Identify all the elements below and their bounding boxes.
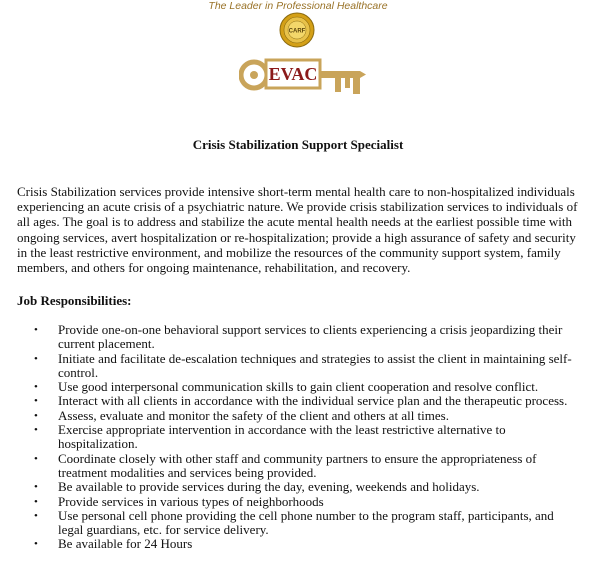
evac-logo-text: EVAC [268,64,318,84]
responsibility-item [17,352,582,381]
bullet-icon: • [34,495,38,508]
responsibility-item [17,323,582,352]
responsibility-text: Provide services in various types of neighborhoods [58,493,324,509]
bullet-icon: • [34,409,38,422]
job-title: Crisis Stabilization Support Specialist [192,137,404,152]
bullet-icon: • [34,538,38,551]
carf-accreditation-seal [279,12,315,48]
responsibility-text: Be available for 24 Hours [58,536,193,552]
responsibility-item [17,509,582,538]
responsibility-item [17,495,582,509]
responsibility-item [17,409,582,423]
seal-text: CARF [288,28,306,35]
responsibility-text: Use good interpersonal communication skills to gain client cooperation and resolve conflict. [58,379,539,395]
intro-paragraph: Crisis Stabilization services provide intensive short-term mental health care to non-hospitalized individuals experiencing an acute crisis of a psychiatric nature. We provide crisis stabilization services to individuals of all ages. The goal is to address and stabilize the acute mental health needs at the earliest possible time with ongoing services, avert hospitalization or re-hospitalization; provide a high assurance of safety and security in the least restrictive environment, and mobilize the resources of the community support system, family members, and others for ongoing maintenance, rehabilitation, and recovery. [17,184,578,276]
responsibility-text: Interact with all clients in accordance with the individual service plan and the therapeutic process. [58,393,568,409]
responsibilities-heading: Job Responsibilities: [17,293,132,308]
bullet-icon: • [34,452,38,465]
bullet-icon: • [34,481,38,494]
responsibility-item [17,537,582,551]
bullet-icon: • [34,381,38,394]
responsibility-text: Use personal cell phone providing the cell phone number to the program staff, participants, and legal guardians, etc. for service delivery. [58,507,554,538]
bullet-icon: • [34,324,38,336]
responsibilities-list [17,323,582,552]
responsibility-text: Be available to provide services during the day, evening, weekends and holidays. [58,479,480,495]
bullet-icon: • [34,352,38,365]
company-tagline: The Leader in Professional Healthcare [208,0,388,12]
responsibility-text: Initiate and facilitate de-escalation techniques and strategies to assist the client in maintaining self-control. [58,350,572,380]
responsibility-item [17,394,582,408]
responsibility-item [17,423,582,452]
bullet-icon: • [34,395,38,408]
bullet-icon: • [34,424,38,437]
responsibility-item [17,452,582,481]
responsibility-item [17,380,582,394]
responsibility-text: Exercise appropriate intervention in accordance with the least restrictive alternative to hospitalization. [58,422,506,452]
responsibility-text: Assess, evaluate and monitor the safety of the client and others at all times. [58,407,449,423]
responsibility-text: Coordinate closely with other staff and community partners to ensure the appropriateness of treatment modalities and services being provided. [58,450,537,480]
responsibility-item [17,480,582,494]
bullet-icon: • [34,509,38,522]
responsibility-text: Provide one-on-one behavioral support services to clients experiencing a crisis jeopardizing their current placement. [58,322,563,352]
evac-key-logo [239,48,371,108]
